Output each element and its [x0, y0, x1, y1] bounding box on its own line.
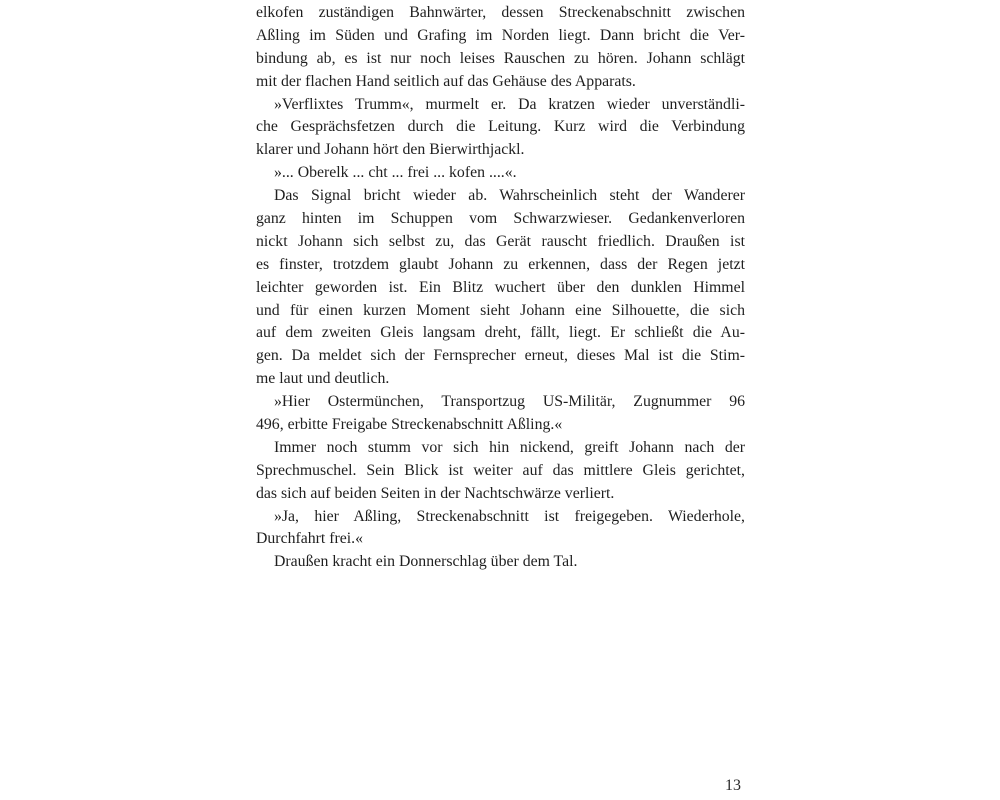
text-line: »... Oberelk ... cht ... frei ... kofen ....«.: [274, 164, 517, 182]
text-block: [256, 2, 745, 574]
text-line: »Verflixtes Trumm«, murmelt er. Da kratzen wieder unverständli-: [274, 95, 745, 113]
text-line: Durchfahrt frei.«: [256, 530, 364, 548]
text-line: das sich auf beiden Seiten in der Nachtschwärze verliert.: [256, 484, 615, 502]
text-line: »Ja, hier Aßling, Streckenabschnitt ist freigegeben. Wiederhole,: [274, 507, 745, 525]
text-line: me laut und deutlich.: [256, 370, 390, 388]
text-line: bindung ab, es ist nur noch leises Rauschen zu hören. Johann schlägt: [256, 49, 745, 67]
text-line: klarer und Johann hört den Bierwirthjackl.: [256, 141, 525, 159]
text-line: mit der flachen Hand seitlich auf das Gehäuse des Apparats.: [256, 72, 636, 90]
text-line: Draußen kracht ein Donnerschlag über dem Tal.: [274, 553, 578, 571]
text-line: che Gesprächsfetzen durch die Leitung. Kurz wird die Verbindung: [256, 118, 745, 136]
text-line: Sprechmuschel. Sein Blick ist weiter auf das mittlere Gleis gerichtet,: [256, 461, 745, 479]
text-line: nickt Johann sich selbst zu, das Gerät rauscht friedlich. Draußen ist: [256, 232, 745, 250]
text-line: 496, erbitte Freigabe Streckenabschnitt Aßling.«: [256, 416, 563, 434]
text-line: »Hier Ostermünchen, Transportzug US-Militär, Zugnummer 96: [274, 393, 745, 411]
page-number: 13: [725, 777, 741, 794]
text-line: elkofen zuständigen Bahnwärter, dessen Streckenabschnitt zwischen: [256, 4, 745, 21]
text-line: und für einen kurzen Moment sieht Johann eine Silhouette, die sich: [256, 301, 745, 319]
text-line: es finster, trotzdem glaubt Johann zu erkennen, dass der Regen jetzt: [256, 255, 745, 273]
text-line: leichter geworden ist. Ein Blitz wuchert über den dunklen Himmel: [256, 278, 745, 296]
text-line: Immer noch stumm vor sich hin nickend, greift Johann nach der: [274, 438, 745, 456]
text-line: Das Signal bricht wieder ab. Wahrscheinlich steht der Wanderer: [274, 187, 745, 205]
text-line: ganz hinten im Schuppen vom Schwarzwieser. Gedankenverloren: [256, 210, 745, 228]
text-line: auf dem zweiten Gleis langsam dreht, fällt, liegt. Er schließt die Au-: [256, 324, 745, 342]
text-line: Aßling im Süden und Grafing im Norden liegt. Dann bricht die Ver-: [256, 26, 745, 44]
text-line: gen. Da meldet sich der Fernsprecher erneut, dieses Mal ist die Stim-: [256, 347, 745, 365]
